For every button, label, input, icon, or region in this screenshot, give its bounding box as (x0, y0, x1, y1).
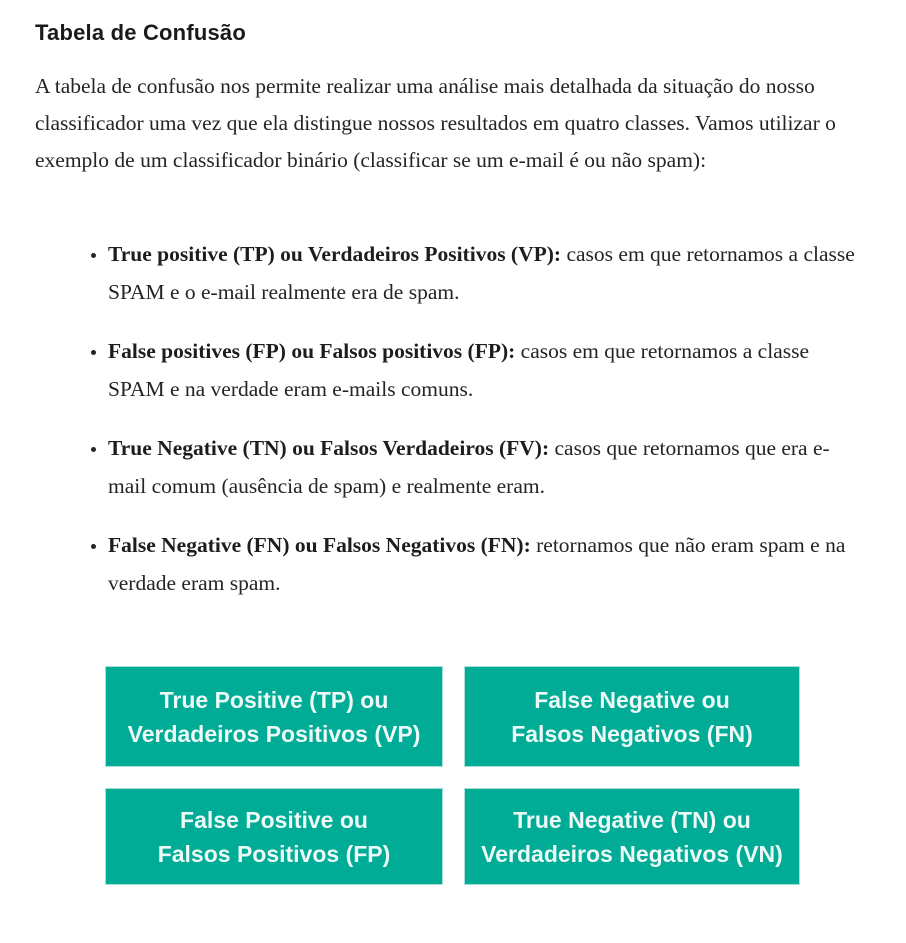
list-item-false-negative (108, 526, 870, 602)
list-item-false-positive (108, 332, 870, 408)
definition-term: False Negative (FN) ou Falsos Negativos (FN): (108, 533, 531, 557)
confusion-matrix-figure (105, 666, 800, 885)
matrix-cell-true-negative (464, 788, 800, 885)
definition-description: casos em que retornamos a classe SPAM e na verdade eram e-mails comuns. (108, 339, 810, 401)
definition-description: casos que retornamos que era e-mail comum (ausência de spam) e realmente eram. (108, 436, 830, 498)
section-title: Tabela de Confusão (35, 20, 246, 45)
list-item-true-positive (108, 235, 870, 311)
intro-paragraph: A tabela de confusão nos permite realizar uma análise mais detalhada da situação do nosso classificador uma vez que ela distingue nossos resultados em quatro classes. Vamos utilizar o exemplo de um classificador binário (classificar se um e-mail é ou não spam): (35, 74, 836, 172)
definition-term: False positives (FP) ou Falsos positivos (FP): (108, 339, 516, 363)
matrix-cell-label: False Negative ou (534, 686, 730, 713)
definition-term: True Negative (TN) ou Falsos Verdadeiros (FV): (108, 436, 550, 460)
definition-description: retornamos que não eram spam e na verdade eram spam. (108, 533, 846, 595)
matrix-cell-label: True Positive (TP) ou (159, 686, 389, 713)
matrix-cell-label: True Negative (TN) ou (513, 806, 751, 833)
definition-description: casos em que retornamos a classe SPAM e o e-mail realmente era de spam. (108, 242, 855, 304)
list-item-true-negative (108, 429, 870, 505)
matrix-cell-false-positive (105, 788, 443, 885)
definitions-list (35, 235, 870, 602)
matrix-cell-label: False Positive ou (180, 806, 368, 833)
matrix-cell-label: Verdadeiros Negativos (VN) (481, 840, 783, 867)
matrix-cell-label: Verdadeiros Positivos (VP) (127, 720, 421, 747)
matrix-cell-true-positive (105, 666, 443, 767)
matrix-cell-false-negative (464, 666, 800, 767)
matrix-cell-label: Falsos Negativos (FN) (511, 720, 753, 747)
matrix-cell-label: Falsos Positivos (FP) (157, 840, 391, 867)
definition-term: True positive (TP) ou Verdadeiros Positivos (VP): (108, 242, 562, 266)
